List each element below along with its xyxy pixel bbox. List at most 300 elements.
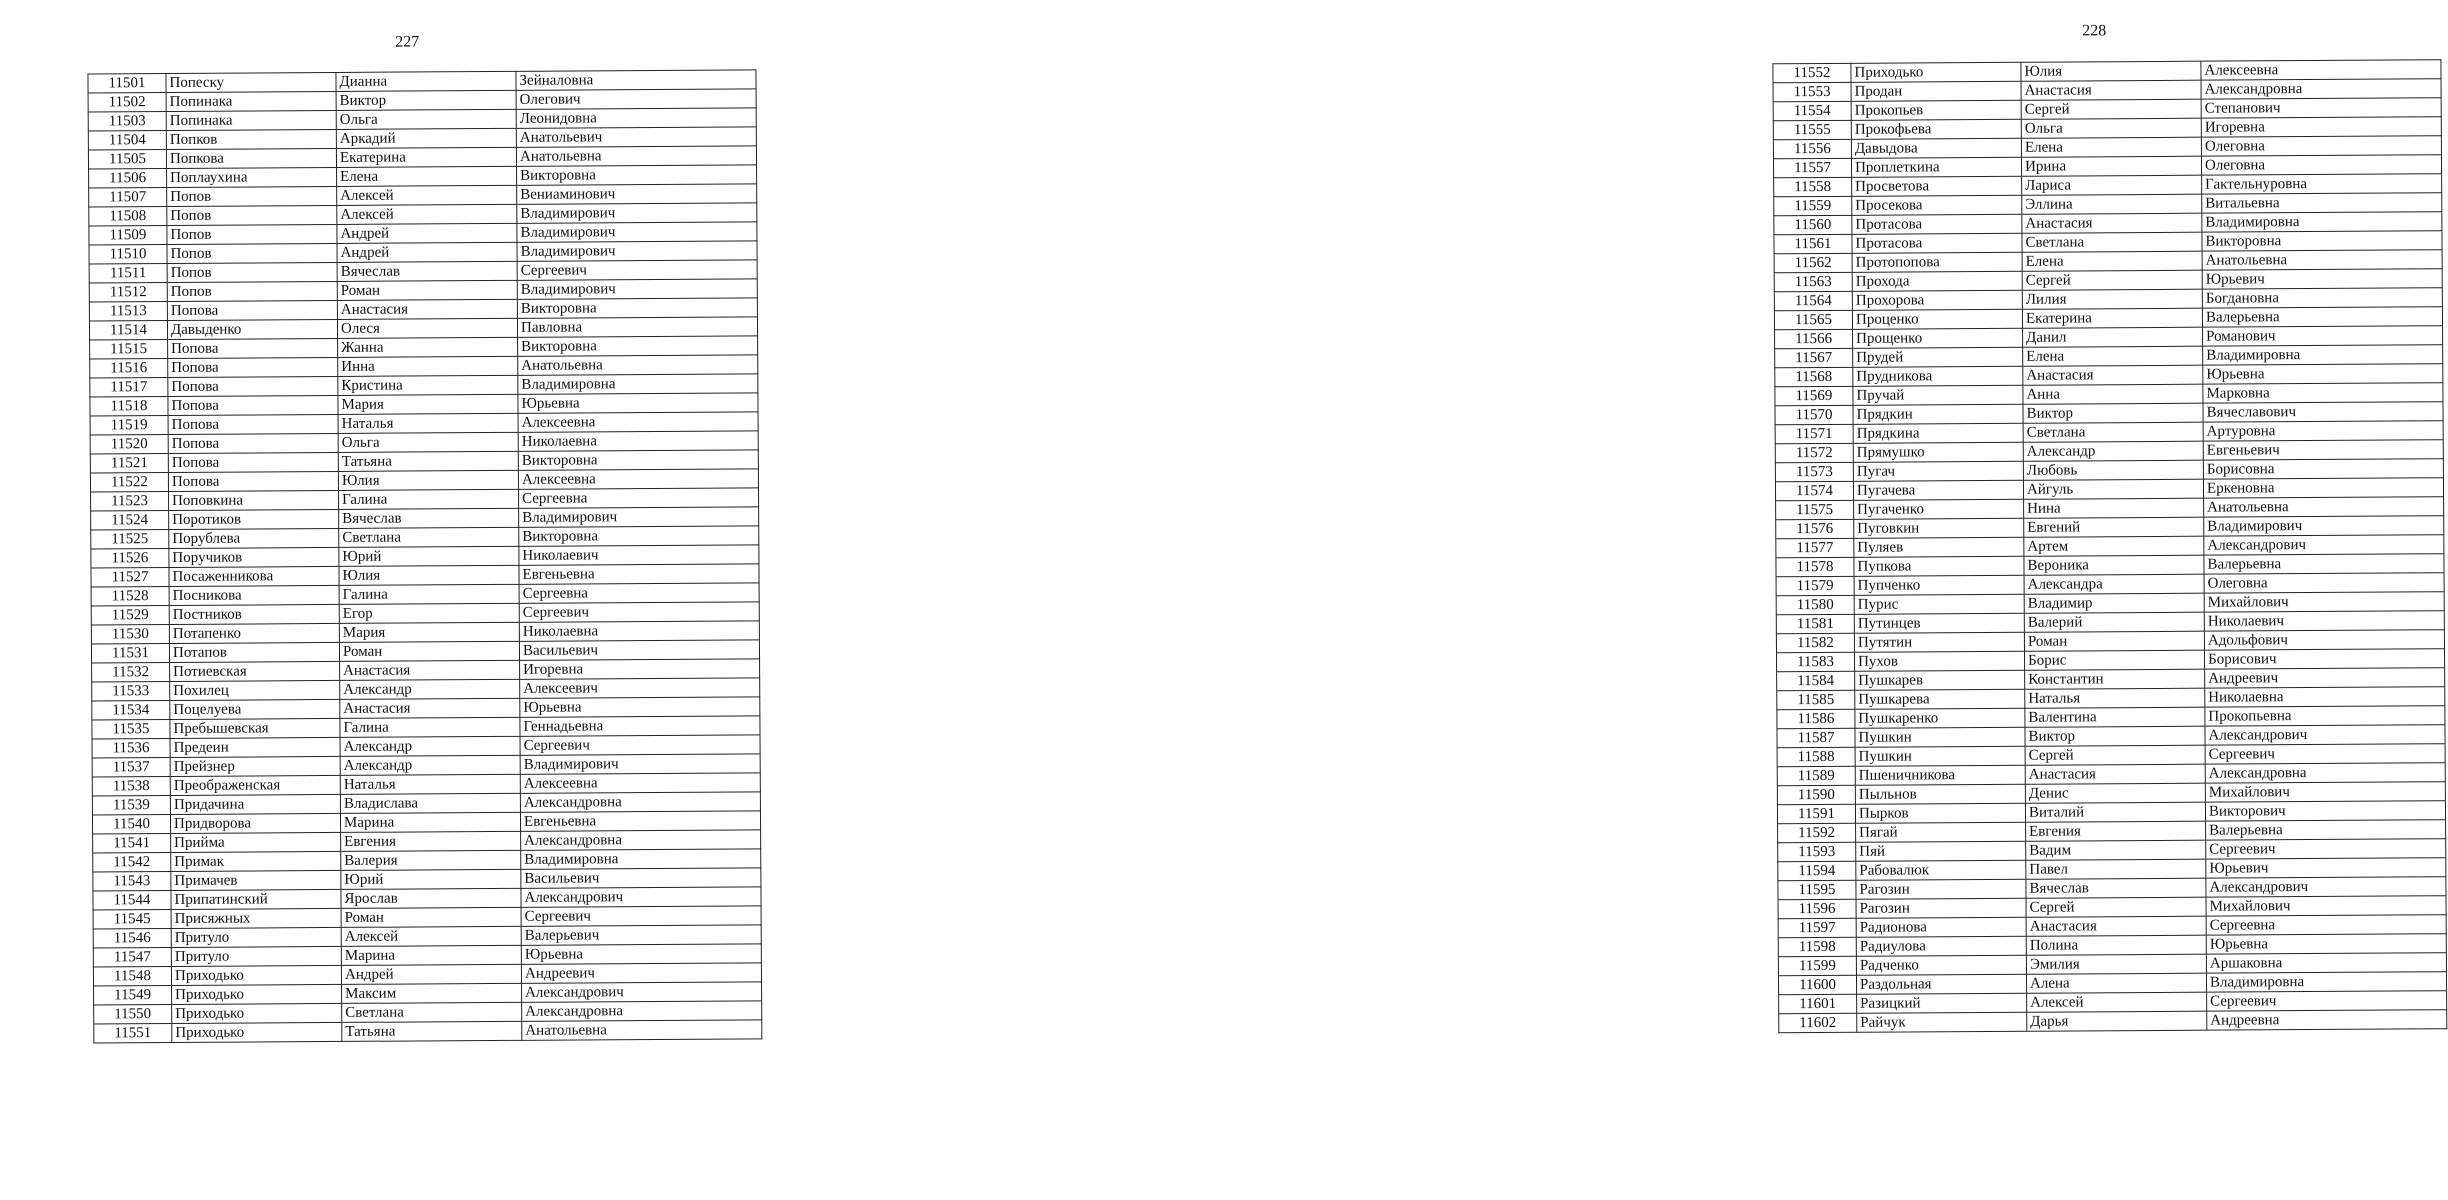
first-name-cell: Ольга	[336, 109, 516, 129]
first-name-cell: Вячеслав	[337, 261, 517, 281]
first-name-cell: Андрей	[337, 223, 517, 243]
patronymic-cell: Алексеевна	[518, 469, 758, 489]
patronymic-cell: Сергеевич	[2206, 839, 2446, 859]
surname-cell: Прудникова	[1853, 366, 2023, 386]
patronymic-cell: Юрьевна	[521, 944, 761, 964]
surname-cell: Прохорова	[1852, 290, 2022, 310]
patronymic-cell: Игоревна	[520, 659, 760, 679]
patronymic-cell: Евгеньевна	[519, 564, 759, 584]
record-number-cell: 11554	[1773, 101, 1851, 120]
surname-cell: Примак	[171, 851, 341, 871]
patronymic-cell: Анатольевна	[516, 146, 756, 166]
patronymic-cell: Степанович	[2201, 98, 2441, 118]
record-number-cell: 11510	[89, 244, 167, 263]
surname-cell: Поплаухина	[167, 167, 337, 187]
record-number-cell: 11513	[89, 301, 167, 320]
surname-cell: Поповкина	[169, 490, 339, 510]
record-number-cell: 11540	[92, 814, 170, 833]
surname-cell: Пугач	[1853, 461, 2023, 481]
patronymic-cell: Владимирович	[517, 241, 757, 261]
surname-cell: Припатинский	[171, 889, 341, 909]
patronymic-cell: Вячеславович	[2203, 402, 2443, 422]
record-number-cell: 11504	[88, 130, 166, 149]
patronymic-cell: Анатольевна	[2204, 497, 2444, 517]
first-name-cell: Юлия	[339, 565, 519, 585]
surname-cell: Попова	[168, 471, 338, 491]
surname-cell: Попова	[167, 300, 337, 320]
record-number-cell: 11586	[1777, 709, 1855, 728]
record-number-cell: 11514	[89, 320, 167, 339]
patronymic-cell: Олеговна	[2201, 136, 2441, 156]
surname-cell: Рабовалюк	[1856, 860, 2026, 880]
patronymic-cell: Андреевич	[2205, 668, 2445, 688]
patronymic-cell: Викторовна	[518, 336, 758, 356]
record-number-cell: 11580	[1776, 595, 1854, 614]
record-number-cell: 11519	[90, 415, 168, 434]
patronymic-cell: Артуровна	[2203, 421, 2443, 441]
first-name-cell: Владимир	[2024, 593, 2204, 613]
first-name-cell: Анастасия	[340, 698, 520, 718]
first-name-cell: Сергей	[2025, 745, 2205, 765]
record-number-cell: 11541	[93, 833, 171, 852]
patronymic-cell: Анатольевна	[2202, 250, 2442, 270]
record-number-cell: 11528	[91, 586, 169, 605]
record-number-cell: 11553	[1773, 82, 1851, 101]
patronymic-cell: Валерьевна	[2202, 307, 2442, 327]
patronymic-cell: Викторович	[2205, 801, 2445, 821]
patronymic-cell: Сергеевна	[519, 583, 759, 603]
patronymic-cell: Михайлович	[2205, 782, 2445, 802]
patronymic-cell: Юрьевич	[2206, 858, 2446, 878]
patronymic-cell: Александрович	[2205, 725, 2445, 745]
surname-cell: Попкова	[166, 148, 336, 168]
record-number-cell: 11555	[1773, 120, 1851, 139]
first-name-cell: Роман	[341, 907, 521, 927]
patronymic-cell: Александровна	[2205, 763, 2445, 783]
patronymic-cell: Сергеевич	[520, 735, 760, 755]
record-number-cell: 11585	[1777, 690, 1855, 709]
patronymic-cell: Юрьевна	[2203, 364, 2443, 384]
right-page	[840, 0, 2309, 1200]
patronymic-cell: Евгеньевна	[520, 811, 760, 831]
first-name-cell: Роман	[339, 641, 519, 661]
first-name-cell: Жанна	[338, 337, 518, 357]
patronymic-cell: Юрьевна	[520, 697, 760, 717]
surname-cell: Постников	[169, 604, 339, 624]
patronymic-cell: Владимирович	[517, 279, 757, 299]
surname-cell: Попов	[167, 281, 337, 301]
table-row	[94, 1020, 762, 1043]
first-name-cell: Борис	[2025, 650, 2205, 670]
record-number-cell: 11599	[1778, 956, 1856, 975]
patronymic-cell: Васильевич	[521, 868, 761, 888]
surname-cell: Прокопьев	[1851, 100, 2021, 120]
surname-cell: Попова	[168, 338, 338, 358]
patronymic-cell: Владимирович	[2204, 516, 2444, 536]
patronymic-cell: Михайлович	[2206, 896, 2446, 916]
record-number-cell: 11591	[1777, 804, 1855, 823]
first-name-cell: Светлана	[2023, 422, 2203, 442]
first-name-cell: Денис	[2025, 783, 2205, 803]
first-name-cell: Андрей	[337, 242, 517, 262]
record-number-cell: 11558	[1774, 177, 1852, 196]
record-number-cell: 11582	[1776, 633, 1854, 652]
record-number-cell: 11601	[1779, 994, 1857, 1013]
first-name-cell: Виктор	[2025, 726, 2205, 746]
first-name-cell: Инна	[338, 356, 518, 376]
surname-cell: Пугаченко	[1854, 499, 2024, 519]
surname-cell: Пупченко	[1854, 575, 2024, 595]
surname-cell: Пяй	[1856, 841, 2026, 861]
surname-cell: Потиевская	[170, 661, 340, 681]
surname-cell: Пягай	[1856, 822, 2026, 842]
patronymic-cell: Юрьевна	[2206, 934, 2446, 954]
first-name-cell: Олеся	[337, 318, 517, 338]
first-name-cell: Наталья	[2025, 688, 2205, 708]
first-name-cell: Юрий	[339, 546, 519, 566]
record-number-cell: 11569	[1775, 386, 1853, 405]
record-number-cell: 11501	[88, 73, 166, 92]
first-name-cell: Вячеслав	[2026, 878, 2206, 898]
table-row	[1779, 1010, 2447, 1033]
record-number-cell: 11538	[92, 776, 170, 795]
first-name-cell: Юрий	[341, 869, 521, 889]
patronymic-cell: Николаевич	[519, 545, 759, 565]
surname-cell: Приходько	[172, 984, 342, 1004]
first-name-cell: Елена	[337, 166, 517, 186]
surname-cell: Порублева	[169, 528, 339, 548]
first-name-cell: Елена	[2021, 137, 2201, 157]
surname-cell: Пугачева	[1853, 480, 2023, 500]
record-number-cell: 11526	[91, 548, 169, 567]
surname-cell: Присяжных	[171, 908, 341, 928]
surname-cell: Пурис	[1854, 594, 2024, 614]
record-number-cell: 11506	[89, 168, 167, 187]
first-name-cell: Елена	[2022, 251, 2202, 271]
record-number-cell: 11508	[89, 206, 167, 225]
record-number-cell: 11568	[1775, 367, 1853, 386]
patronymic-cell: Анатольевич	[516, 127, 756, 147]
first-name-cell: Роман	[337, 280, 517, 300]
record-number-cell: 11512	[89, 282, 167, 301]
patronymic-cell: Прокопьевна	[2205, 706, 2445, 726]
page-number: 228	[2082, 22, 2107, 40]
surname-cell: Радченко	[1856, 955, 2026, 975]
patronymic-cell: Владимировна	[518, 374, 758, 394]
surname-cell: Прядкин	[1853, 404, 2023, 424]
patronymic-cell: Владимировна	[2202, 212, 2442, 232]
registry-table	[87, 69, 762, 1043]
patronymic-cell: Юрьевна	[518, 393, 758, 413]
first-name-cell: Татьяна	[338, 451, 518, 471]
patronymic-cell: Михайлович	[2204, 592, 2444, 612]
record-number-cell: 11560	[1774, 215, 1852, 234]
record-number-cell: 11521	[90, 453, 168, 472]
surname-cell: Похилец	[170, 680, 340, 700]
patronymic-cell: Александровна	[521, 830, 761, 850]
surname-cell: Поротиков	[169, 509, 339, 529]
first-name-cell: Анастасия	[340, 660, 520, 680]
first-name-cell: Валерий	[2024, 612, 2204, 632]
left-page	[0, 0, 847, 1200]
first-name-cell: Лилия	[2022, 289, 2202, 309]
record-number-cell: 11536	[92, 738, 170, 757]
record-number-cell: 11587	[1777, 728, 1855, 747]
first-name-cell: Алена	[2026, 973, 2206, 993]
surname-cell: Райчук	[1857, 1012, 2027, 1032]
record-number-cell: 11511	[89, 263, 167, 282]
surname-cell: Поцелуева	[170, 699, 340, 719]
record-number-cell: 11565	[1774, 310, 1852, 329]
first-name-cell: Егор	[339, 603, 519, 623]
patronymic-cell: Алексеевна	[520, 773, 760, 793]
patronymic-cell: Игоревна	[2201, 117, 2441, 137]
surname-cell: Радиулова	[1856, 936, 2026, 956]
first-name-cell: Виталий	[2025, 802, 2205, 822]
first-name-cell: Артем	[2024, 536, 2204, 556]
patronymic-cell: Павловна	[517, 317, 757, 337]
first-name-cell: Екатерина	[336, 147, 516, 167]
record-number-cell: 11552	[1773, 63, 1851, 82]
first-name-cell: Александр	[340, 679, 520, 699]
record-number-cell: 11517	[90, 377, 168, 396]
first-name-cell: Вячеслав	[339, 508, 519, 528]
first-name-cell: Мария	[339, 622, 519, 642]
surname-cell: Прохода	[1852, 271, 2022, 291]
patronymic-cell: Викторовна	[517, 298, 757, 318]
surname-cell: Прокофьева	[1851, 119, 2021, 139]
patronymic-cell: Алексеевна	[2201, 60, 2441, 80]
record-number-cell: 11531	[91, 643, 169, 662]
patronymic-cell: Александрович	[522, 982, 762, 1002]
surname-cell: Попов	[167, 186, 337, 206]
record-number-cell: 11530	[91, 624, 169, 643]
first-name-cell: Елена	[2023, 346, 2203, 366]
record-number-cell: 11537	[92, 757, 170, 776]
record-number-cell: 11546	[93, 928, 171, 947]
record-number-cell: 11534	[92, 700, 170, 719]
surname-cell: Пушкарев	[1855, 670, 2025, 690]
first-name-cell: Эллина	[2022, 194, 2202, 214]
record-number-cell: 11524	[91, 510, 169, 529]
first-name-cell: Павел	[2026, 859, 2206, 879]
patronymic-cell: Евгеньевич	[2203, 440, 2443, 460]
record-number-cell: 11593	[1778, 842, 1856, 861]
patronymic-cell: Валерьевич	[521, 925, 761, 945]
patronymic-cell: Зейналовна	[516, 70, 756, 90]
record-number-cell: 11567	[1775, 348, 1853, 367]
record-number-cell: 11549	[94, 985, 172, 1004]
record-number-cell: 11583	[1777, 652, 1855, 671]
patronymic-cell: Валерьевна	[2204, 554, 2444, 574]
record-number-cell: 11577	[1776, 538, 1854, 557]
record-number-cell: 11573	[1775, 462, 1853, 481]
surname-cell: Прямушко	[1853, 442, 2023, 462]
patronymic-cell: Вениаминович	[517, 184, 757, 204]
first-name-cell: Виктор	[2023, 403, 2203, 423]
record-number-cell: 11505	[88, 149, 166, 168]
record-number-cell: 11563	[1774, 272, 1852, 291]
surname-cell: Прейзнер	[170, 756, 340, 776]
first-name-cell: Любовь	[2023, 460, 2203, 480]
record-number-cell: 11596	[1778, 899, 1856, 918]
first-name-cell: Ярослав	[341, 888, 521, 908]
patronymic-cell: Владимирович	[517, 203, 757, 223]
patronymic-cell: Борисович	[2204, 649, 2444, 669]
record-number-cell: 11523	[91, 491, 169, 510]
record-number-cell: 11559	[1774, 196, 1852, 215]
first-name-cell: Валерия	[341, 850, 521, 870]
patronymic-cell: Сергеевич	[2207, 991, 2447, 1011]
surname-cell: Пребышевская	[170, 718, 340, 738]
patronymic-cell: Владимирович	[519, 507, 759, 527]
patronymic-cell: Валерьевна	[2206, 820, 2446, 840]
surname-cell: Притуло	[171, 946, 341, 966]
surname-cell: Попов	[167, 262, 337, 282]
record-number-cell: 11507	[89, 187, 167, 206]
first-name-cell: Эмилия	[2026, 954, 2206, 974]
record-number-cell: 11550	[94, 1004, 172, 1023]
patronymic-cell: Сергеевич	[519, 602, 759, 622]
record-number-cell: 11594	[1778, 861, 1856, 880]
patronymic-cell: Романович	[2203, 326, 2443, 346]
first-name-cell: Сергей	[2026, 897, 2206, 917]
patronymic-cell: Адольфович	[2204, 630, 2444, 650]
patronymic-cell: Сергеевна	[518, 488, 758, 508]
record-number-cell: 11602	[1779, 1013, 1857, 1032]
patronymic-cell: Викторовна	[517, 165, 757, 185]
first-name-cell: Галина	[339, 584, 519, 604]
record-number-cell: 11527	[91, 567, 169, 586]
patronymic-cell: Анатольевна	[518, 355, 758, 375]
first-name-cell: Дианна	[336, 71, 516, 91]
patronymic-cell: Александровна	[520, 792, 760, 812]
first-name-cell: Сергей	[2021, 99, 2201, 119]
record-number-cell: 11561	[1774, 234, 1852, 253]
surname-cell: Пушкин	[1855, 746, 2025, 766]
surname-cell: Протопопова	[1852, 252, 2022, 272]
patronymic-cell: Николаевна	[519, 621, 759, 641]
patronymic-cell: Богдановна	[2202, 288, 2442, 308]
patronymic-cell: Владимирович	[520, 754, 760, 774]
first-name-cell: Анастасия	[2026, 916, 2206, 936]
surname-cell: Давыденко	[167, 319, 337, 339]
surname-cell: Приходько	[172, 1003, 342, 1023]
patronymic-cell: Николаевна	[518, 431, 758, 451]
record-number-cell: 11589	[1777, 766, 1855, 785]
record-number-cell: 11548	[93, 966, 171, 985]
patronymic-cell: Андреевич	[521, 963, 761, 983]
surname-cell: Путятин	[1854, 632, 2024, 652]
page-number: 227	[395, 33, 420, 51]
record-number-cell: 11545	[93, 909, 171, 928]
patronymic-cell: Александрович	[521, 887, 761, 907]
surname-cell: Продан	[1851, 81, 2021, 101]
surname-cell: Пупкова	[1854, 556, 2024, 576]
first-name-cell: Андрей	[341, 964, 521, 984]
surname-cell: Посникова	[169, 585, 339, 605]
record-number-cell: 11578	[1776, 557, 1854, 576]
first-name-cell: Алексей	[337, 204, 517, 224]
record-number-cell: 11542	[93, 852, 171, 871]
first-name-cell: Роман	[2024, 631, 2204, 651]
first-name-cell: Виктор	[336, 90, 516, 110]
surname-cell: Попинака	[166, 110, 336, 130]
surname-cell: Прудей	[1853, 347, 2023, 367]
surname-cell: Приходько	[171, 965, 341, 985]
patronymic-cell: Сергеевич	[517, 260, 757, 280]
surname-cell: Пушкарева	[1855, 689, 2025, 709]
patronymic-cell: Викторовна	[2202, 231, 2442, 251]
surname-cell: Попеску	[166, 72, 336, 92]
record-number-cell: 11557	[1773, 158, 1851, 177]
patronymic-cell: Аршаковна	[2206, 953, 2446, 973]
patronymic-cell: Александровна	[2201, 79, 2441, 99]
surname-cell: Разицкий	[1857, 993, 2027, 1013]
surname-cell: Пуляев	[1854, 537, 2024, 557]
surname-cell: Попов	[167, 205, 337, 225]
record-number-cell: 11572	[1775, 443, 1853, 462]
record-number-cell: 11539	[92, 795, 170, 814]
first-name-cell: Сергей	[2022, 270, 2202, 290]
first-name-cell: Наталья	[340, 774, 520, 794]
surname-cell: Протасова	[1852, 214, 2022, 234]
record-number-cell: 11579	[1776, 576, 1854, 595]
surname-cell: Приходько	[1851, 62, 2021, 82]
surname-cell: Попова	[168, 414, 338, 434]
surname-cell: Проценко	[1852, 309, 2022, 329]
patronymic-cell: Александровна	[522, 1001, 762, 1021]
surname-cell: Потапов	[169, 642, 339, 662]
surname-cell: Пшеничникова	[1855, 765, 2025, 785]
first-name-cell: Максим	[342, 983, 522, 1003]
first-name-cell: Лариса	[2022, 175, 2202, 195]
patronymic-cell: Владимирович	[517, 222, 757, 242]
record-number-cell: 11575	[1776, 500, 1854, 519]
patronymic-cell: Олегович	[516, 89, 756, 109]
patronymic-cell: Александрович	[2206, 877, 2446, 897]
patronymic-cell: Олеговна	[2201, 155, 2441, 175]
patronymic-cell: Сергеевна	[2206, 915, 2446, 935]
first-name-cell: Галина	[340, 717, 520, 737]
patronymic-cell: Николаевна	[2205, 687, 2445, 707]
surname-cell: Попова	[168, 376, 338, 396]
first-name-cell: Анастасия	[2025, 764, 2205, 784]
first-name-cell: Евгения	[341, 831, 521, 851]
first-name-cell: Ольга	[338, 432, 518, 452]
record-number-cell: 11533	[92, 681, 170, 700]
first-name-cell: Алексей	[337, 185, 517, 205]
surname-cell: Потапенко	[169, 623, 339, 643]
record-number-cell: 11600	[1778, 975, 1856, 994]
first-name-cell: Аркадий	[336, 128, 516, 148]
patronymic-cell: Борисовна	[2203, 459, 2443, 479]
patronymic-cell: Александрович	[2204, 535, 2444, 555]
patronymic-cell: Юрьевич	[2202, 269, 2442, 289]
first-name-cell: Светлана	[342, 1002, 522, 1022]
record-number-cell: 11581	[1776, 614, 1854, 633]
first-name-cell: Алексей	[341, 926, 521, 946]
patronymic-cell: Владимировна	[2203, 345, 2443, 365]
surname-cell: Пухов	[1855, 651, 2025, 671]
patronymic-cell: Алексеевич	[520, 678, 760, 698]
surname-cell: Рагозин	[1856, 898, 2026, 918]
first-name-cell: Юлия	[338, 470, 518, 490]
surname-cell: Приходько	[172, 1022, 342, 1042]
first-name-cell: Светлана	[2022, 232, 2202, 252]
first-name-cell: Александра	[2024, 574, 2204, 594]
surname-cell: Притуло	[171, 927, 341, 947]
